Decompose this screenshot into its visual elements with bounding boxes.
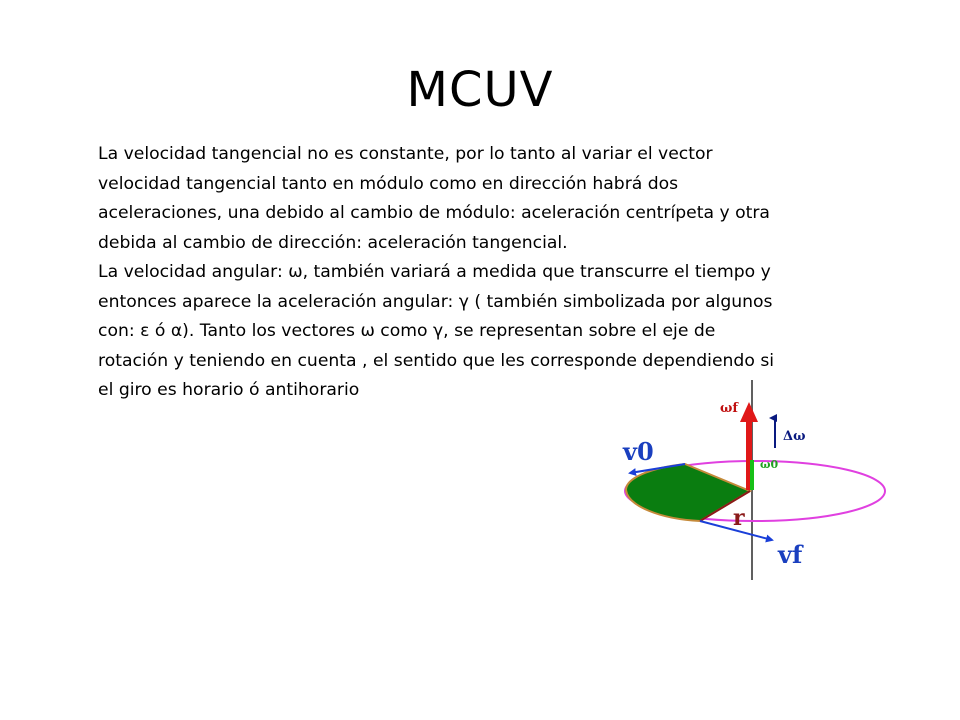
radius-label: r <box>733 505 745 531</box>
paragraph-line: aceleraciones, una debido al cambio de módulo: aceleración centrípeta y otra <box>98 203 770 223</box>
omega-0-label: ω0 <box>760 458 779 471</box>
slide-title: MCUV <box>406 62 554 118</box>
rotation-diagram-svg <box>600 380 890 585</box>
swept-sector <box>626 464 750 521</box>
omega-0-vector <box>750 460 754 490</box>
delta-omega-label: Δω <box>783 429 806 444</box>
v0-label: v0 <box>623 437 654 466</box>
paragraph-line: el giro es horario ó antihorario <box>98 380 360 400</box>
paragraph-line: La velocidad angular: ω, también variará a medida que transcurre el tiempo y <box>98 262 771 282</box>
paragraph-line: La velocidad tangencial no es constante, por lo tanto al variar el vector <box>98 144 713 164</box>
slide-body-text <box>98 140 888 406</box>
paragraph-line: rotación y teniendo en cuenta , el sentido que les corresponde dependiendo si <box>98 350 775 371</box>
paragraph-line: entonces aparece la aceleración angular: γ ( también simbolizada por algunos <box>98 291 773 312</box>
paragraph-line: con: ε ó α). Tanto los vectores ω como γ, se representan sobre el eje de <box>98 321 716 341</box>
omega-f-label: ωf <box>720 401 738 416</box>
paragraph-line: velocidad tangencial tanto en módulo como en dirección habrá dos <box>98 173 679 194</box>
rotation-diagram <box>600 380 890 585</box>
paragraph-line: debida al cambio de dirección: aceleración tangencial. <box>98 232 568 253</box>
omega-f-arrowhead <box>740 402 758 422</box>
vf-label: vf <box>778 540 803 569</box>
